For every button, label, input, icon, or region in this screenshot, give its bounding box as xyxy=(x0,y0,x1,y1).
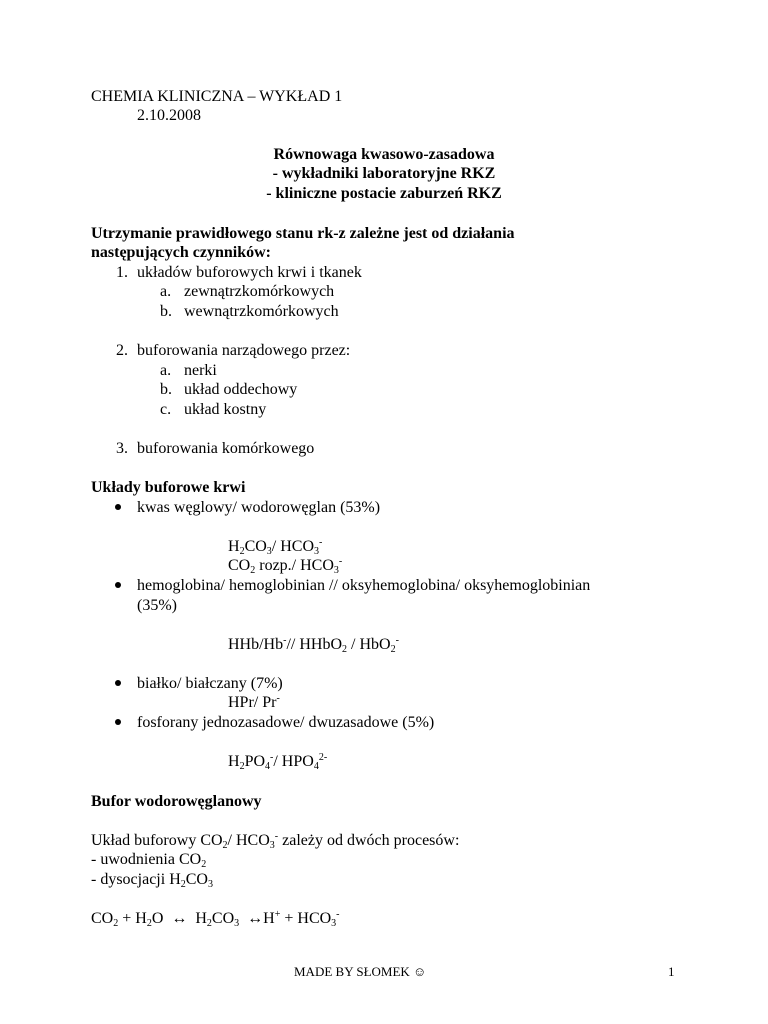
bicarbonate-heading: Bufor wodorowęglanowy xyxy=(91,793,262,810)
formula-carbonic-bicarbonate: $H_2CO_3/$ $HCO_3^-$ xyxy=(228,537,323,557)
bullet-icon xyxy=(115,504,121,510)
sublist-item-respiratory: układ oddechowy xyxy=(184,381,298,398)
bicarbonate-dissociation-text: - dysocjacji $H_2CO_3$ xyxy=(91,871,213,890)
bullet-icon xyxy=(115,680,121,686)
bullet-item-hemoglobin: hemoglobina/ hemoglobinian // oksyhemoglobina/ oksyhemoglobinian xyxy=(137,577,591,594)
bullet-icon xyxy=(115,582,121,588)
bullet-item-phosphate: fosforany jednozasadowe/ dwuzasadowe (5%) xyxy=(137,714,435,731)
topic-subtitle-lab: - wykładniki laboratoryjne RKZ xyxy=(272,165,496,182)
list-item-cellular-buffering: buforowania komórkowego xyxy=(137,440,315,457)
factors-heading-line1: Utrzymanie prawidłowego stanu rk-z zależne jest od działania xyxy=(91,225,515,242)
bullet-item-hemoglobin-percent: (35%) xyxy=(137,597,177,614)
list-item-blood-buffers: układów buforowych krwi i tkanek xyxy=(137,264,362,281)
bicarbonate-equation: $CO_2 + H_2O$ ↔ $H_2CO_3$ ↔H+ + $HCO_3^-$ xyxy=(91,909,340,929)
formula-phosphate: $H_2PO_4^-/$ $HPO_4^{2-}$ xyxy=(228,752,328,772)
factors-heading-line2: następujących czynników: xyxy=(91,244,272,261)
list-item-organ-buffering: buforowania narządowego przez: xyxy=(137,342,351,359)
bullet-item-carbonic-acid: kwas węglowy/ wodorowęglan (53%) xyxy=(137,499,381,516)
sublist-item-kidneys: nerki xyxy=(184,362,217,379)
list-number-1: 1. xyxy=(116,264,128,281)
document-date: 2.10.2008 xyxy=(137,107,201,124)
formula-protein: HPr/ Pr- xyxy=(228,693,280,711)
sublist-marker-c: c. xyxy=(160,401,172,418)
sublist-item-intracellular: wewnątrzkomórkowych xyxy=(184,303,339,320)
sublist-marker-a: a. xyxy=(160,362,172,379)
list-number-3: 3. xyxy=(116,440,128,457)
formula-dissolved-co2: $CO_2$ rozp./ $HCO_3^-$ xyxy=(228,556,343,576)
list-number-2: 2. xyxy=(116,342,128,359)
sublist-marker-b: b. xyxy=(160,303,172,320)
document-title: CHEMIA KLINICZNA – WYKŁAD 1 xyxy=(91,88,343,105)
bullet-item-protein: białko/ białczany (7%) xyxy=(137,675,283,692)
topic-subtitle-clinical: - kliniczne postacie zaburzeń RKZ xyxy=(266,185,502,202)
bullet-icon xyxy=(115,719,121,725)
sublist-item-extracellular: zewnątrzkomórkowych xyxy=(184,283,335,300)
formula-hemoglobin: HHb/Hb-// HHbO$_2$ / HbO$_2$- xyxy=(228,635,399,655)
topic-title: Równowaga kwasowo-zasadowa xyxy=(273,146,495,163)
sublist-marker-b: b. xyxy=(160,381,172,398)
blood-buffers-heading: Układy buforowe krwi xyxy=(91,479,246,496)
bicarbonate-processes-text: Układ buforowy $CO_2/$ $HCO_3^-$ zależy od dwóch procesów: xyxy=(91,831,460,851)
bicarbonate-hydration-text: - uwodnienia $CO_2$ xyxy=(91,851,207,870)
sublist-marker-a: a. xyxy=(160,283,172,300)
sublist-item-skeletal: układ kostny xyxy=(184,401,267,418)
footer-author: MADE BY SŁOMEK ☺ xyxy=(294,964,427,979)
page-number: 1 xyxy=(668,964,675,979)
